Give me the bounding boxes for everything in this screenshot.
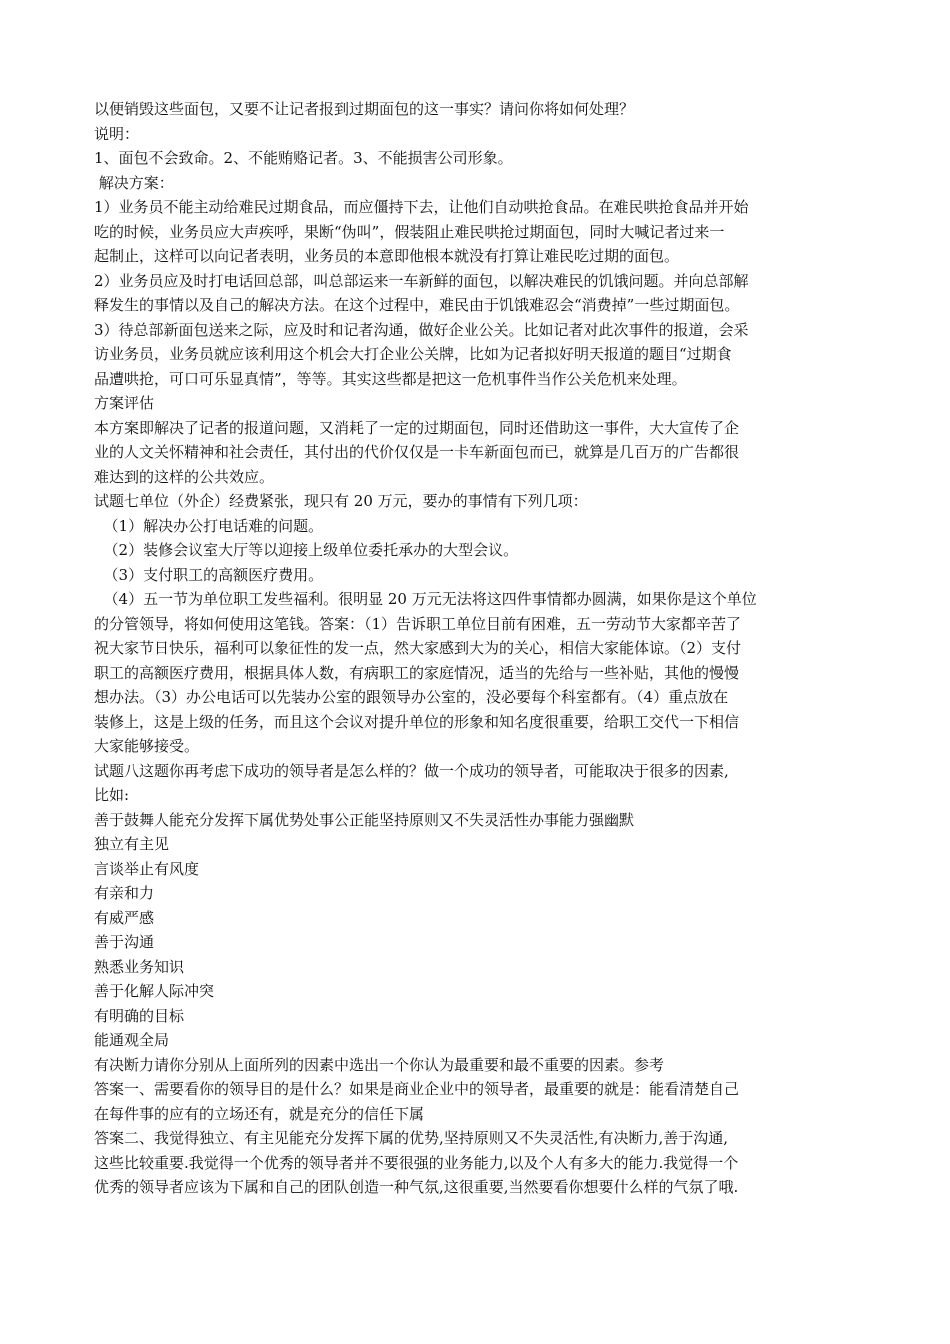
text-line: （2）装修会议室大厅等以迎接上级单位委托承办的大型会议。 xyxy=(94,541,519,559)
text-line: 独立有主见 xyxy=(94,835,170,853)
text-line: 答案一、需要看你的领导目的是什么？如果是商业企业中的领导者，最重要的就是：能看清楚自己 xyxy=(94,1080,740,1098)
text-line: 1）业务员不能主动给难民过期食品，而应僵持下去，让他们自动哄抢食品。在难民哄抢食品并开始 xyxy=(94,198,749,216)
text-line: 试题七单位（外企）经费紧张，现只有 20 万元，要办的事情有下列几项： xyxy=(94,492,588,510)
document-body xyxy=(94,97,838,1200)
text-line: 3）待总部新面包送来之际，应及时和记者沟通，做好企业公关。比如记者对此次事件的报道，会采 xyxy=(94,320,749,339)
text-line: 解决方案： xyxy=(94,173,174,192)
text-line: 试题八这题你再考虑下成功的领导者是怎么样的？做一个成功的领导者，可能取决于很多的因素, xyxy=(94,761,729,780)
text-line: 有亲和力 xyxy=(94,884,155,902)
text-line: 祝大家节日快乐，福利可以象征性的发一点，然大家感到大为的关心，相信大家能体谅。（2）支付 xyxy=(94,639,742,657)
text-line: 访业务员，业务员就应该利用这个机会大打企业公关牌，比如为记者拟好明天报道的题目“过期食 xyxy=(94,345,732,363)
text-line: 2）业务员应及时打电话回总部，叫总部运来一车新鲜的面包，以解决难民的饥饿问题。并向总部解 xyxy=(94,271,749,290)
text-line: 装修上，这是上级的任务，而且这个会议对提升单位的形象和知名度很重要，给职工交代一下相信 xyxy=(94,712,740,731)
text-line: 善于沟通 xyxy=(94,933,155,951)
text-line: 业的人文关怀精神和社会责任，其付出的代价仅仅是一卡车新面包而已，就算是几百万的广告都很 xyxy=(94,443,740,461)
text-line: 有威严感 xyxy=(94,908,155,927)
text-line: 起制止，这样可以向记者表明，业务员的本意即他根本就没有打算让难民吃过期的面包。 xyxy=(94,247,680,265)
text-line: 言谈举止有风度 xyxy=(94,859,200,878)
text-line: 在每件事的应有的立场还有，就是充分的信任下属 xyxy=(94,1104,425,1123)
text-line: （3）支付职工的高额医疗费用。 xyxy=(94,565,324,584)
text-line: 这些比较重要.我觉得一个优秀的领导者并不要很强的业务能力,以及个人有多大的能力.我觉得一个 xyxy=(94,1153,739,1172)
text-line: 以便销毁这些面包，又要不让记者报到过期面包的这一事实？请问你将如何处理？ xyxy=(94,100,635,118)
text-line: 1、面包不会致命。2、不能贿赂记者。3、不能损害公司形象。 xyxy=(94,149,513,167)
text-line: 比如: xyxy=(94,786,130,804)
text-line: 答案二、我觉得独立、有主见能充分发挥下属的优势,坚持原则又不失灵活性,有决断力,善于沟通, xyxy=(94,1129,729,1147)
text-line: 有明确的目标 xyxy=(94,1006,185,1025)
text-line: 的分管领导，将如何使用这笔钱。答案：（1）告诉职工单位目前有困难，五一劳动节大家都辛苦了 xyxy=(94,614,742,633)
text-line: 想办法。（3）办公电话可以先装办公室的跟领导办公室的，没必要每个科室都有。（4）重点放在 xyxy=(94,688,729,706)
text-line: 难达到的这样的公共效应。 xyxy=(94,467,275,486)
text-line: 有决断力请你分别从上面所列的因素中选出一个你认为最重要和最不重要的因素。参考 xyxy=(94,1055,665,1074)
document-page xyxy=(94,97,838,1200)
text-line: 吃的时候，业务员应大声疾呼，果断“伪叫”，假装阻止难民哄抢过期面包，同时大喊记者过来一 xyxy=(94,222,725,241)
text-line: （1）解决办公打电话难的问题。 xyxy=(94,516,324,535)
text-line: 方案评估 xyxy=(94,394,155,412)
text-line: 熟悉业务知识 xyxy=(94,957,185,976)
text-line: 说明： xyxy=(94,124,140,143)
text-line: 善于化解人际冲突 xyxy=(94,982,215,1000)
text-line: 释发生的事情以及自己的解决方法。在这个过程中，难民由于饥饿难忍会“消费掉”一些过期面包。 xyxy=(94,296,740,314)
text-line: 品遭哄抢，可口可乐显真情”，等等。其实这些都是把这一危机事件当作公关危机来处理。 xyxy=(94,369,687,388)
text-line: 善于鼓舞人能充分发挥下属优势处事公正能坚持原则又不失灵活性办事能力强幽默 xyxy=(94,810,635,829)
text-line: 职工的高额医疗费用，根据具体人数，有病职工的家庭情况，适当的先给与一些补贴，其他的慢慢 xyxy=(94,663,740,682)
text-line: 能通观全局 xyxy=(94,1031,170,1049)
text-line: 大家能够接受。 xyxy=(94,737,200,755)
text-line: 优秀的领导者应该为下属和自己的团队创造一种气氛,这很重要,当然要看你想要什么样的气氛了哦. xyxy=(94,1178,739,1196)
text-line: （4）五一节为单位职工发些福利。很明显 20 万元无法将这四件事情都办圆满，如果你是这个单位 xyxy=(94,590,757,608)
text-line: 本方案即解决了记者的报道问题，又消耗了一定的过期面包，同时还借助这一事件，大大宣传了企 xyxy=(94,418,740,437)
